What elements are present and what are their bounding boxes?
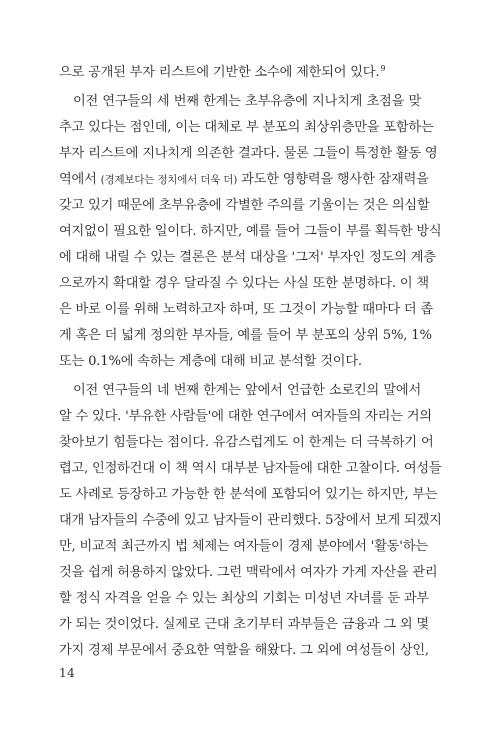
- text-line-16: 렵고, 인정하건대 이 책 역시 대부분 남자들에 대한 고찰이다. 여성들: [59, 461, 442, 476]
- text-line-6: 갖고 있기 때문에 초부유층에 각별한 주의를 기울이는 것은 의심할: [59, 198, 430, 213]
- text-line-17: 도 사례로 등장하고 가능한 한 분석에 포함되어 있기는 하지만, 부는: [59, 487, 438, 502]
- text-line-22: 가 되는 것이었다. 실제로 근대 초기부터 과부들은 금융과 그 외 몇: [59, 617, 429, 632]
- text-line-12: 또는 0.1%에 속하는 계층에 대해 비교 분석할 것이다.: [59, 354, 362, 369]
- text-line-21: 할 정식 자격을 얻을 수 있는 최상의 기회는 미성년 자녀를 둔 과부: [59, 591, 429, 606]
- text-line-10: 은 바로 이를 위해 노력하고자 하며, 또 그것이 가능할 때마다 더 좁: [59, 302, 433, 317]
- footnote-marker: 9: [380, 63, 386, 73]
- text-line-9: 으로까지 확대할 경우 달라질 수 있다는 사실 또한 분명하다. 이 책: [59, 276, 429, 291]
- text-line-19: 만, 비교적 최근까지 법 체제는 여자들이 경제 분야에서 '활동'하는: [59, 539, 428, 554]
- text-line-8: 에 대해 내릴 수 있는 결론은 분석 대상을 '그저' 부자인 정도의 계층: [59, 250, 436, 265]
- text-line-3: 추고 있다는 점인데, 이는 대체로 부 분포의 최상위층만을 포함하는: [59, 120, 434, 135]
- text-line-15: 찾아보기 힘들다는 점이다. 유감스럽게도 이 한계는 더 극복하기 어: [59, 435, 434, 450]
- text-line-5: 역에서 (경제보다는 정치에서 더욱 더) 과도한 영향력을 행사한 잠재력을: [59, 172, 429, 187]
- text-line-14: 알 수 있다. '부유한 사람들'에 대한 연구에서 여자들의 자리는 거의: [59, 409, 432, 424]
- text-line-11: 게 혹은 더 넓게 정의한 부자들, 예를 들어 부 분포의 상위 5%, 1%: [59, 328, 432, 343]
- text-line-4: 부자 리스트에 지나치게 의존한 결과다. 물론 그들이 특정한 활동 영: [59, 146, 438, 161]
- parenthetical-small-text: (경제보다는 정치에서 더욱 더): [100, 174, 238, 186]
- text-line-20: 것을 쉽게 허용하지 않았다. 그런 맥락에서 여자가 가계 자산을 관리: [59, 565, 438, 580]
- text-line-1: 으로 공개된 부자 리스트에 기반한 소수에 제한되어 있다.$^9$: [59, 63, 386, 80]
- page-number: 14: [59, 666, 76, 680]
- text-line-2: 이전 연구들의 세 번째 한계는 초부유층에 지나치게 초점을 맞: [73, 94, 421, 109]
- text-line-13: 이전 연구들의 네 번째 한계는 앞에서 언급한 소로킨의 말에서: [73, 383, 421, 398]
- text-line-23: 가지 경제 부문에서 중요한 역할을 해왔다. 그 외에 여성들이 상인,: [59, 643, 429, 658]
- text-line-7: 여지없이 필요한 일이다. 하지만, 예를 들어 그들이 부를 획득한 방식: [59, 224, 442, 239]
- text-line-18: 대개 남자들의 수중에 있고 남자들이 관리했다. 5장에서 보게 되겠지: [59, 513, 442, 528]
